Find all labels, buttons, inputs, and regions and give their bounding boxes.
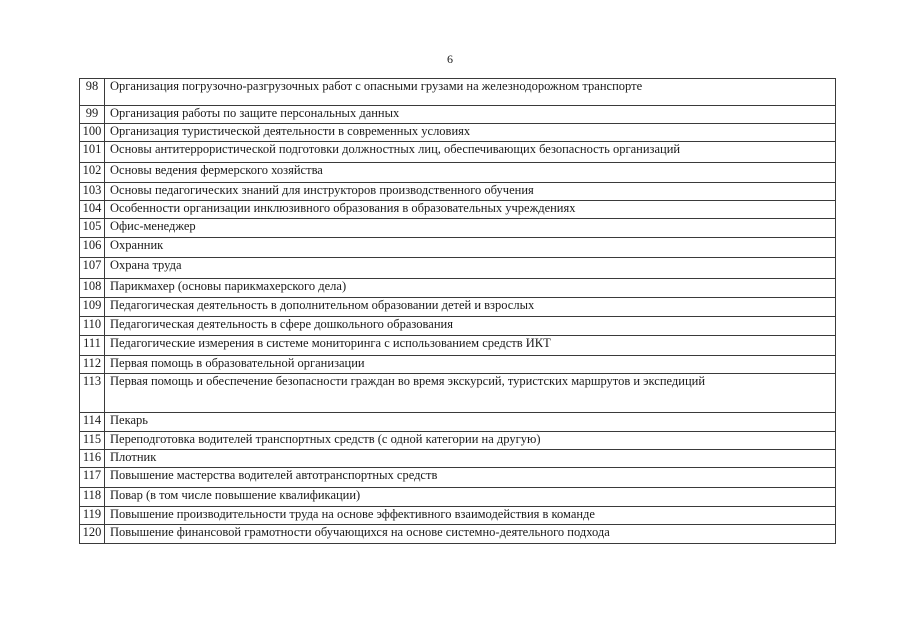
row-number: 114 xyxy=(80,413,105,432)
program-name: Переподготовка водителей транспортных средств (с одной категории на другую) xyxy=(105,432,836,450)
program-name: Основы педагогических знаний для инструкторов производственного обучения xyxy=(105,183,836,201)
programs-table-body xyxy=(80,79,836,544)
program-name: Повышение мастерства водителей автотранспортных средств xyxy=(105,468,836,488)
program-name: Повышение финансовой грамотности обучающихся на основе системно-деятельного подхода xyxy=(105,525,836,544)
table-row xyxy=(80,488,836,507)
row-number: 106 xyxy=(80,238,105,258)
row-number: 99 xyxy=(80,106,105,124)
program-name: Особенности организации инклюзивного образования в образовательных учреждениях xyxy=(105,201,836,219)
program-name: Охранник xyxy=(105,238,836,258)
page-number: 6 xyxy=(447,52,453,66)
table-row xyxy=(80,124,836,142)
row-number: 115 xyxy=(80,432,105,450)
program-name: Организация работы по защите персональных данных xyxy=(105,106,836,124)
program-name: Пекарь xyxy=(105,413,836,432)
program-name: Педагогическая деятельность в дополнительном образовании детей и взрослых xyxy=(105,298,836,317)
table-row xyxy=(80,374,836,413)
row-number: 113 xyxy=(80,374,105,413)
row-number: 110 xyxy=(80,317,105,336)
table-row xyxy=(80,279,836,298)
table-row xyxy=(80,219,836,238)
program-name: Офис-менеджер xyxy=(105,219,836,238)
program-name: Основы антитеррористической подготовки должностных лиц, обеспечивающих безопасность организаций xyxy=(105,142,836,163)
program-name: Повар (в том числе повышение квалификации) xyxy=(105,488,836,507)
program-name: Организация туристической деятельности в современных условиях xyxy=(105,124,836,142)
row-number: 102 xyxy=(80,163,105,183)
row-number: 100 xyxy=(80,124,105,142)
row-number: 120 xyxy=(80,525,105,544)
table-row xyxy=(80,432,836,450)
program-name: Организация погрузочно-разгрузочных работ с опасными грузами на железнодорожном транспорте xyxy=(105,79,836,106)
table-row xyxy=(80,525,836,544)
program-name: Педагогическая деятельность в сфере дошкольного образования xyxy=(105,317,836,336)
row-number: 118 xyxy=(80,488,105,507)
table-row xyxy=(80,142,836,163)
program-name: Охрана труда xyxy=(105,258,836,279)
row-number: 107 xyxy=(80,258,105,279)
row-number: 117 xyxy=(80,468,105,488)
table-row xyxy=(80,468,836,488)
program-name: Повышение производительности труда на основе эффективного взаимодействия в команде xyxy=(105,507,836,525)
programs-table xyxy=(79,78,836,544)
row-number: 98 xyxy=(80,79,105,106)
table-row xyxy=(80,258,836,279)
table-row xyxy=(80,336,836,356)
table-row xyxy=(80,450,836,468)
table-row xyxy=(80,298,836,317)
table-row xyxy=(80,183,836,201)
table-row xyxy=(80,413,836,432)
program-name: Основы ведения фермерского хозяйства xyxy=(105,163,836,183)
row-number: 109 xyxy=(80,298,105,317)
row-number: 116 xyxy=(80,450,105,468)
table-row xyxy=(80,507,836,525)
table-row xyxy=(80,238,836,258)
row-number: 108 xyxy=(80,279,105,298)
table-row xyxy=(80,106,836,124)
program-name: Парикмахер (основы парикмахерского дела) xyxy=(105,279,836,298)
row-number: 104 xyxy=(80,201,105,219)
table-row xyxy=(80,79,836,106)
table-row xyxy=(80,356,836,374)
table-row xyxy=(80,201,836,219)
program-name: Первая помощь и обеспечение безопасности граждан во время экскурсий, туристских маршрутов и экспедиций xyxy=(105,374,836,413)
table-row xyxy=(80,317,836,336)
program-name: Первая помощь в образовательной организации xyxy=(105,356,836,374)
program-name: Педагогические измерения в системе мониторинга с использованием средств ИКТ xyxy=(105,336,836,356)
program-name: Плотник xyxy=(105,450,836,468)
row-number: 111 xyxy=(80,336,105,356)
row-number: 101 xyxy=(80,142,105,163)
row-number: 103 xyxy=(80,183,105,201)
row-number: 105 xyxy=(80,219,105,238)
table-row xyxy=(80,163,836,183)
row-number: 112 xyxy=(80,356,105,374)
row-number: 119 xyxy=(80,507,105,525)
